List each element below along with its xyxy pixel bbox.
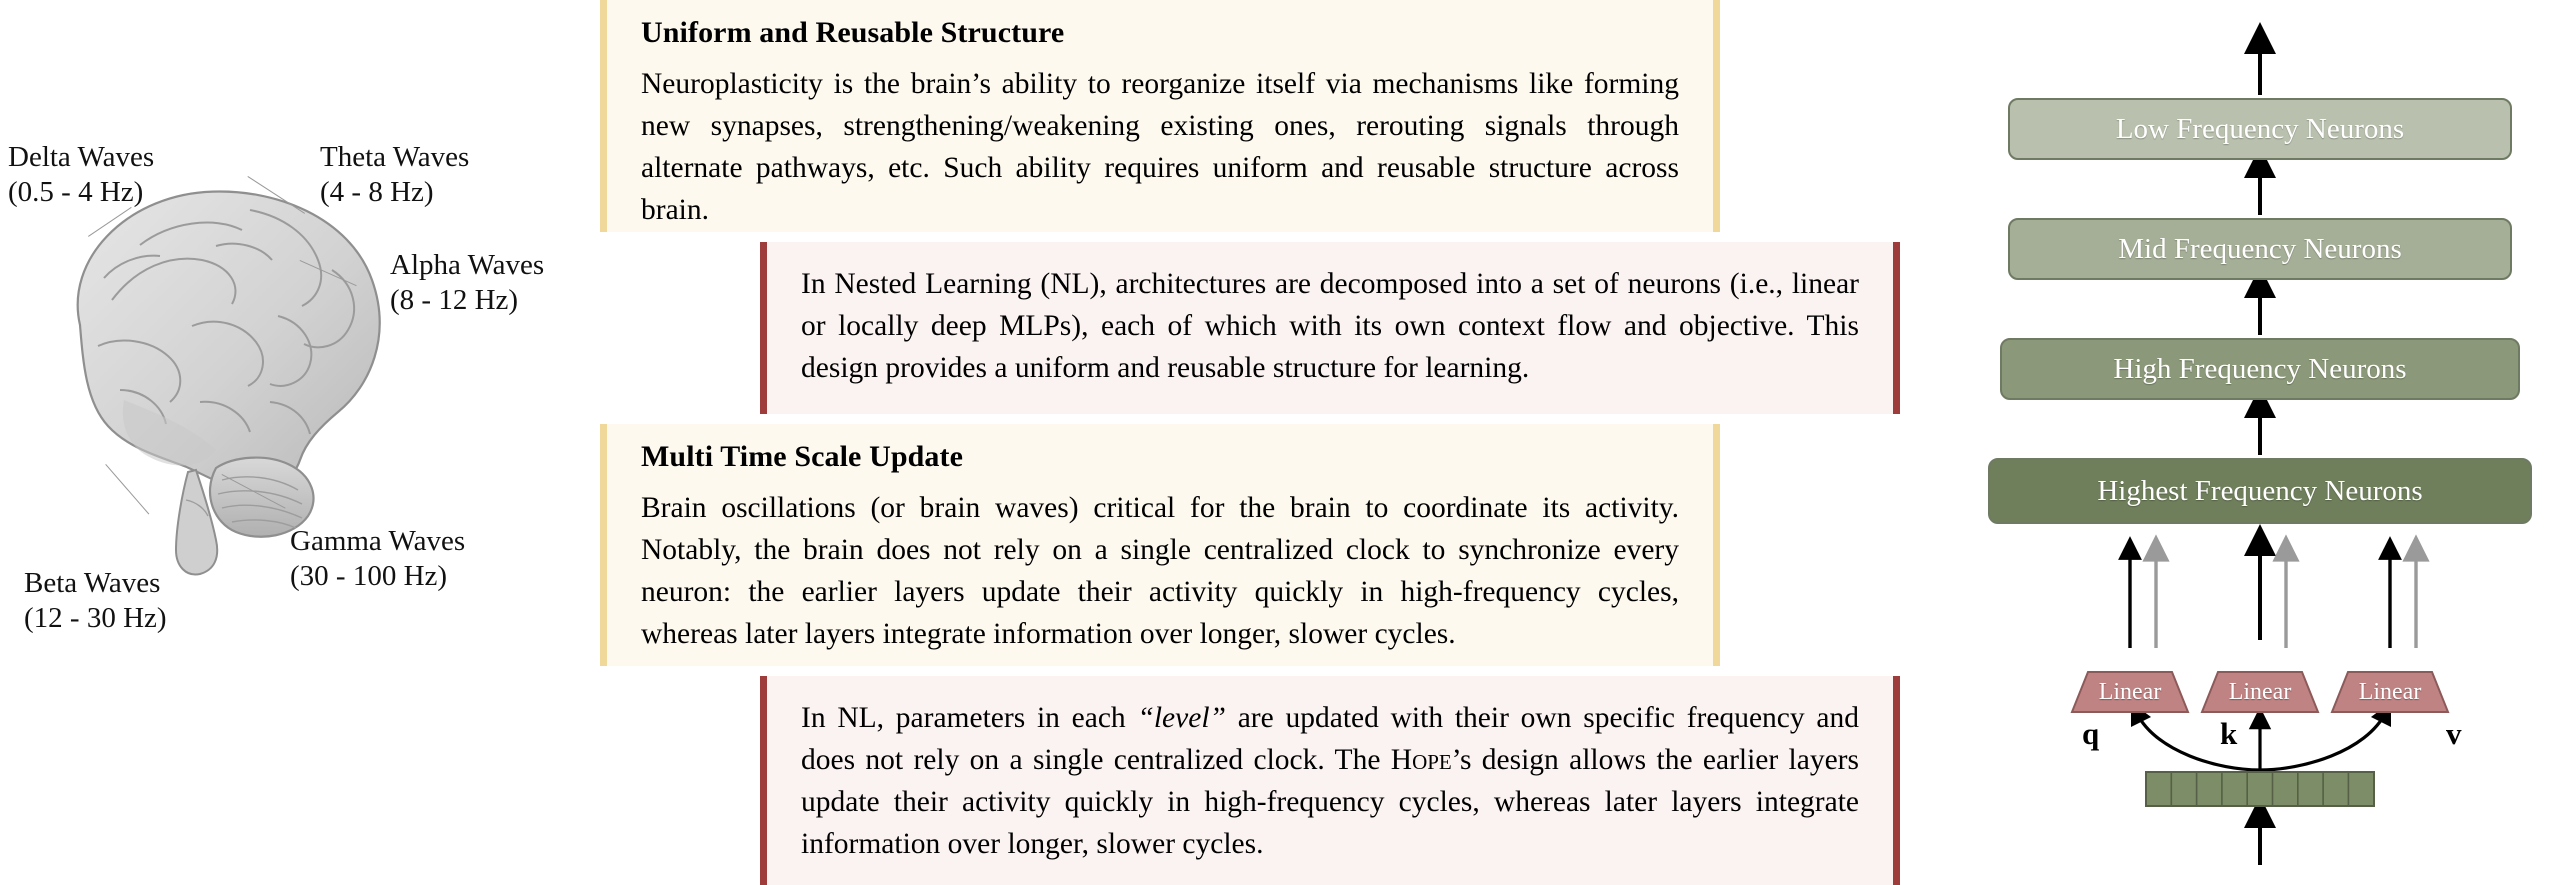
body-uniform-reusable-structure: Neuroplasticity is the brain’s ability to reorganize itself via mechanisms like forming new synapses, strengthening/weakening existing ones, rerouting signals through alternate pathways, etc. Such ability requires uniform and reusable structure across brain. — [641, 68, 1679, 226]
label-delta-freq: (0.5 - 4 Hz) — [8, 176, 144, 209]
neuron-box-high-frequency[interactable] — [2000, 338, 2520, 400]
neuron-box-highest-frequency-label: Highest Frequency Neurons — [2097, 474, 2423, 507]
key-symbol: k — [2220, 716, 2238, 751]
brain-waves-panel — [0, 0, 600, 885]
block-uniform-reusable-structure — [600, 0, 1720, 232]
nlf-part1: In NL, parameters in each — [801, 702, 1138, 734]
label-theta-freq: (4 - 8 Hz) — [320, 176, 434, 209]
query-symbol: q — [2082, 716, 2100, 751]
label-gamma-waves — [290, 524, 465, 595]
label-alpha-waves — [390, 248, 544, 319]
label-beta-waves — [24, 566, 167, 637]
block-nested-learning-structure — [760, 242, 1900, 414]
linear-label-v: Linear — [2358, 679, 2422, 705]
label-delta-waves — [8, 140, 154, 211]
label-beta-name: Beta Waves — [24, 567, 161, 599]
architecture-diagram-panel — [1960, 0, 2560, 885]
linear-trapezoids — [2072, 672, 2448, 712]
neuron-box-low-frequency-label: Low Frequency Neurons — [2115, 112, 2405, 145]
label-alpha-name: Alpha Waves — [390, 249, 545, 281]
linear-label-k: Linear — [2228, 679, 2292, 705]
label-theta-name: Theta Waves — [320, 141, 470, 173]
label-gamma-freq: (30 - 100 Hz) — [290, 560, 448, 593]
block-multi-time-scale-update — [600, 424, 1720, 666]
label-theta-waves — [320, 140, 469, 211]
label-beta-freq: (12 - 30 Hz) — [24, 602, 167, 635]
body-nested-learning-structure: In Nested Learning (NL), architectures are decomposed into a set of neurons (i.e., linear or locally deep MLPs), each of which with its own context flow and objective. This design provides a uniform and reusable structure for learning. — [801, 268, 1859, 384]
block-nested-learning-frequency — [760, 676, 1900, 885]
label-delta-name: Delta Waves — [8, 141, 155, 173]
neuron-box-mid-frequency-label: Mid Frequency Neurons — [2118, 232, 2402, 265]
neuron-box-high-frequency-label: High Frequency Neurons — [2113, 352, 2407, 385]
heading-uniform-reusable-structure: Uniform and Reusable Structure — [641, 16, 1065, 49]
neuron-box-highest-frequency[interactable] — [1988, 458, 2532, 524]
label-alpha-freq: (8 - 12 Hz) — [390, 284, 519, 317]
explanation-blocks-panel — [600, 0, 1960, 885]
neuron-box-low-frequency[interactable] — [2008, 98, 2512, 160]
nlf-hope-term: Hope — [1390, 743, 1452, 776]
neuron-box-mid-frequency[interactable] — [2008, 218, 2512, 280]
nlf-level-term: “level” — [1137, 702, 1226, 734]
body-nested-learning-frequency — [801, 698, 1859, 866]
nlf-part3: ’s design allows the earlier layers update their activity quickly in high-frequency cycles, whereas later layers integrate information over longer, slower cycles. — [801, 743, 1859, 860]
nlf-part2: are updated with their own specific frequency and does not rely on a single centralized clock. The — [801, 702, 1859, 776]
body-multi-time-scale-update: Brain oscillations (or brain waves) critical for the brain to coordinate its activity. Notably, the brain does not rely on a single centralized clock to synchronize every neuron: the earlier layers update their activity quickly in high-frequency cycles, whereas later layers integrate information over longer, slower cycles. — [641, 492, 1679, 650]
value-symbol: v — [2446, 716, 2462, 751]
heading-multi-time-scale-update: Multi Time Scale Update — [641, 440, 964, 473]
linear-label-q: Linear — [2098, 679, 2162, 705]
input-token-sequence — [2146, 772, 2374, 806]
label-gamma-name: Gamma Waves — [290, 525, 466, 557]
